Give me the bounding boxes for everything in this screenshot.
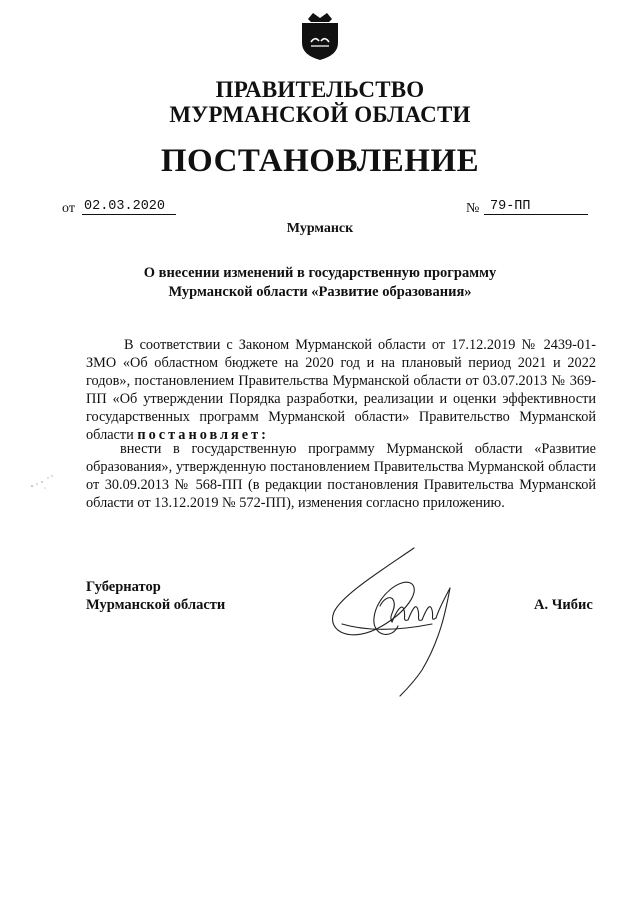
signer-title-line2: Мурманской области [86,597,226,613]
org-name-line1: ПРАВИТЕЛЬСТВО [215,77,425,102]
handwritten-signature [322,540,472,700]
signer-name: А. Чибис [534,597,593,613]
number-value: 79-ПП [484,199,588,215]
number-label: № [466,201,480,216]
coat-of-arms-icon [298,9,342,61]
signer-title-line1: Губернатор [86,579,161,595]
preamble-text: В соответствии с Законом Мурманской области от 17.12.2019 № 2439-01-ЗМО «Об областном бюджете на 2020 год и на плановый период 2021 и 2022 годов», постановлением Правительства Мурманской области от 03.07.2013 № 369-ПП «Об утверждении Порядка разработки, реализации и оценки эффективности государственных программ Мурманской области» Правительство Мурманской области [86,337,596,444]
body-paragraph-preamble [86,336,596,445]
document-title-line1: О внесении изменений в государственную программу [143,265,497,281]
document-title-line2: Мурманской области «Развитие образования» [168,284,472,300]
scan-specks [28,468,58,498]
date-label: от [62,201,75,216]
document-type: ПОСТАНОВЛЕНИЕ [160,143,480,179]
decree-word: постановляет: [137,427,269,444]
date-value: 02.03.2020 [82,199,176,215]
org-name-line2: МУРМАНСКОЙ ОБЛАСТИ [169,102,471,127]
body-paragraph-resolution: внести в государственную программу Мурманской области «Развитие образования», утвержденную постановлением Правительства Мурманской области от 30.09.2013 № 568-ПП (в редакции постановления Правительства Мурманской области от 13.12.2019 № 572-ПП), изменения согласно приложению. [86,441,596,512]
city: Мурманск [286,221,354,236]
